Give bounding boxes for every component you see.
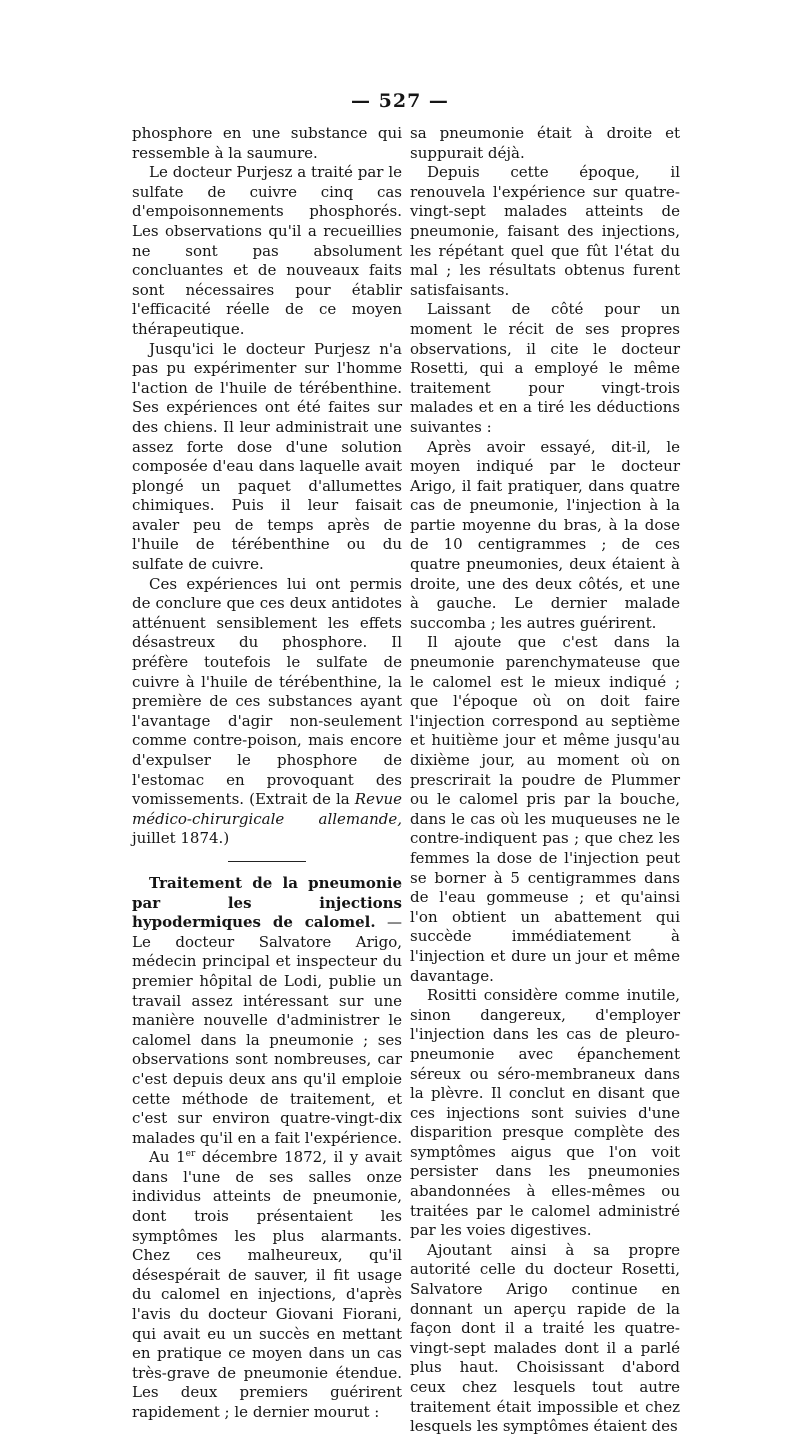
- paragraph-parenchymatous: Il ajoute que c'est dans la pneumonie parenchymateuse que le calomel est le mieux indiqué ; que l'époque où on doit faire l'injection correspond au septième et huitième jour et même jusqu'au dixième jour, au moment où on prescrirait la poudre de Plummer ou le calomel pris par la bouche, dans le cas où les muqueuses ne le contre-indiquent pas ; que chez les femmes la dose de l'injection peut se borner à 5 centigrammes dans de l'eau gommeuse ; et qu'ainsi l'on obtient un abattement qui succède immédiatement à l'injection et dure un jour et même davantage.: [410, 633, 680, 985]
- right-column: [410, 124, 680, 1437]
- paragraph-rositti-considers: Rositti considère comme inutile, sinon dangereux, d'employer l'injection dans les cas de pleuro-pneumonie avec épanchement séreux ou séro-membraneux dans la plèvre. Il conclut en disant que ces injections sont suivies d'une disparition presque complète des symptômes aigus que l'on voit persister dans les pneumonies abandonnées à elles-mêmes ou traitées par le calomel administré par les voies digestives.: [410, 986, 680, 1240]
- conclusion-text: Ces expériences lui ont permis de conclure que ces deux antidotes atténuent sensiblement les effets désastreux du phosphore. Il préfère toutefois le sulfate de cuivre à l'huile de térébenthine, la première de ces substances ayant l'avantage d'agir non-seulement comme contre-poison, mais encore d'expulser le phosphore de l'estomac en provoquant des vomissements. (Extrait de la: [132, 574, 402, 809]
- paragraph-purjesz-experiments: Jusqu'ici le docteur Purjesz n'a pas pu expérimenter sur l'homme l'action de l'huile de térébenthine. Ses expériences ont été faites sur des chiens. Il leur administrait une assez forte dose d'une solution composée d'eau dans laquelle avait plongé un paquet d'allumettes chimiques. Puis il leur faisait avaler peu de temps après de l'huile de térébenthine ou du sulfate de cuivre.: [132, 339, 402, 574]
- section-intro-text: — Le docteur Salvatore Arigo, médecin principal et inspecteur du premier hôpital de Lodi, publie un travail assez intéressant sur une manière nouvelle d'administrer le calomel dans la pneumonie ; ses observations sont nombreuses, car c'est depuis deux ans qu'il emploie cette méthode de traitement, et c'est sur environ quatre-vingt-dix malades qu'il en a fait l'expérience.: [132, 913, 402, 1147]
- paragraph-arigo-continues: Ajoutant ainsi à sa propre autorité celle du docteur Rosetti, Salvatore Arigo continue en donnant un aperçu rapide de la façon dont il a traité les quatre-vingt-sept malades dont il a parlé plus haut. Choisissant d'abord ceux chez lesquels tout autre traitement était impossible et chez lesquels les symptômes étaient des: [410, 1240, 680, 1436]
- paragraph-renewal: Depuis cette époque, il renouvela l'expérience sur quatre-vingt-sept malades atteints de pneumonie, faisant des injections, les répétant quel que fût l'état du mal ; les résultats obtenus furent satisfaisants.: [410, 163, 680, 299]
- paragraph-rosetti-intro: Laissant de côté pour un moment le récit de ses propres observations, il cite le docteur Rosetti, qui a employé le même traitement pour vingt-trois malades et en a tiré les déductions suivantes :: [410, 300, 680, 436]
- paragraph-continuation: phosphore en une substance qui ressemble à la saumure.: [132, 124, 402, 162]
- left-column: [132, 124, 402, 1423]
- journal-citation: Revue médico-chirurgicale allemande,: [132, 790, 402, 828]
- paragraph-rosetti-cases: Après avoir essayé, dit-il, le moyen indiqué par le docteur Arigo, il fait pratiquer, dans quatre cas de pneumonie, l'injection à la partie moyenne du bras, à la dose de 10 centigrammes ; de ces quatre pneumonies, deux étaient à droite, une des deux côtés, et une à gauche. Le dernier malade succomba ; les autres guérirent.: [410, 437, 680, 632]
- citation-date: juillet 1874.): [132, 829, 230, 848]
- paragraph-conclusion: [132, 575, 402, 849]
- paragraph-purjesz-sulfate: Le docteur Purjesz a traité par le sulfate de cuivre cinq cas d'empoisonnements phosphorés. Les observations qu'il a recueillies ne sont pas absolument concluantes et de nouveaux faits sont nécessaires pour établir l'efficacité réelle de ce moyen thérapeutique.: [132, 163, 402, 338]
- ordinal-superscript: er: [185, 1149, 196, 1160]
- section-title: Traitement de la pneumonie par les injections hypodermiques de calomel.: [132, 873, 402, 932]
- date-prefix: Au 1: [149, 1148, 186, 1167]
- paragraph-december-1872: [132, 1148, 402, 1422]
- section-divider: [228, 861, 306, 862]
- paragraph-section-intro: [132, 874, 402, 1148]
- page-number: — 527 —: [351, 90, 449, 112]
- paragraph-continuation-right: sa pneumonie était à droite et suppurait déjà.: [410, 124, 680, 162]
- december-text: décembre 1872, il y avait dans l'une de ses salles onze individus atteints de pneumonie, dont trois présentaient les symptômes les plus alarmants. Chez ces malheureux, qu'il désespérait de sauver, il fit usage du calomel en injections, d'après l'avis du docteur Giovani Fiorani, qui avait eu un succès en mettant en pratique ce moyen dans un cas très-grave de pneumonie étendue. Les deux premiers guérirent rapidement ; le dernier mourut :: [132, 1148, 402, 1421]
